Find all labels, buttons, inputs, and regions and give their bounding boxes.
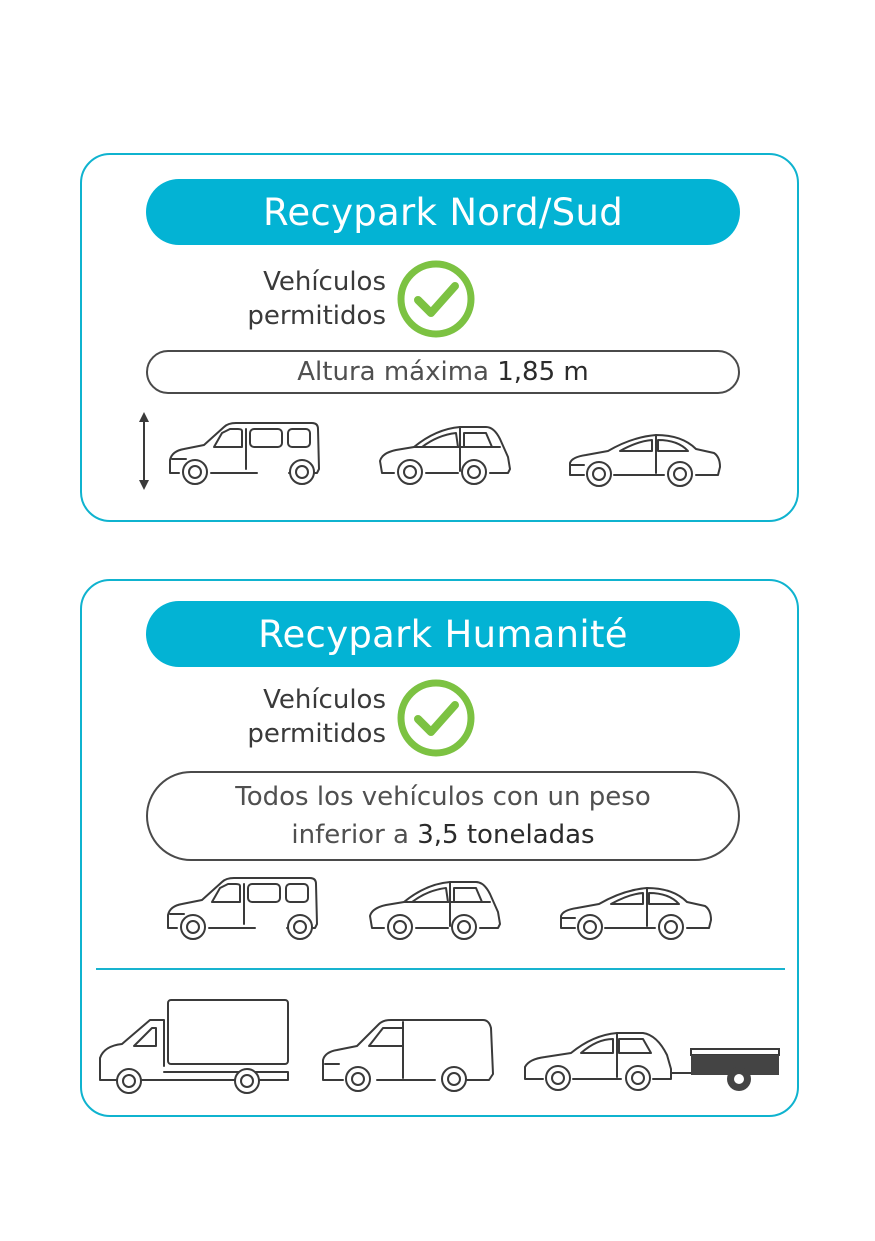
allowed-line-1: Vehículos xyxy=(263,267,386,297)
sedan-icon xyxy=(555,874,715,944)
height-arrow-icon xyxy=(136,410,152,492)
condition-line-2 xyxy=(291,816,594,854)
box-truck-icon xyxy=(94,996,294,1096)
allowed-line-1: Vehículos xyxy=(263,685,386,715)
hatchback-icon xyxy=(364,872,504,942)
divider xyxy=(96,968,785,970)
check-icon xyxy=(396,259,476,339)
van-icon xyxy=(162,872,322,942)
condition-value: 3,5 toneladas xyxy=(417,820,595,850)
car-with-trailer-icon xyxy=(520,1027,782,1097)
section-title-banner: Recypark Nord/Sud xyxy=(146,179,740,245)
sedan-icon xyxy=(564,421,724,491)
condition-line-1: Todos los vehículos con un peso xyxy=(235,782,651,812)
allowed-line-2: permitidos xyxy=(247,719,386,749)
allowed-line-2: permitidos xyxy=(247,301,386,331)
condition-prefix: inferior a xyxy=(291,820,418,850)
hatchback-icon xyxy=(374,417,514,487)
recypark-humanite-card xyxy=(80,579,799,1117)
section-title-banner: Recypark Humanité xyxy=(146,601,740,667)
van-icon xyxy=(164,417,324,487)
weight-limit-pill xyxy=(146,771,740,861)
condition-prefix: Altura máxima xyxy=(297,357,498,387)
condition-value: 1,85 m xyxy=(497,357,589,387)
max-height-pill xyxy=(146,350,740,394)
cargo-van-icon xyxy=(317,1014,497,1094)
check-icon xyxy=(396,678,476,758)
recypark-nord-sud-card xyxy=(80,153,799,522)
